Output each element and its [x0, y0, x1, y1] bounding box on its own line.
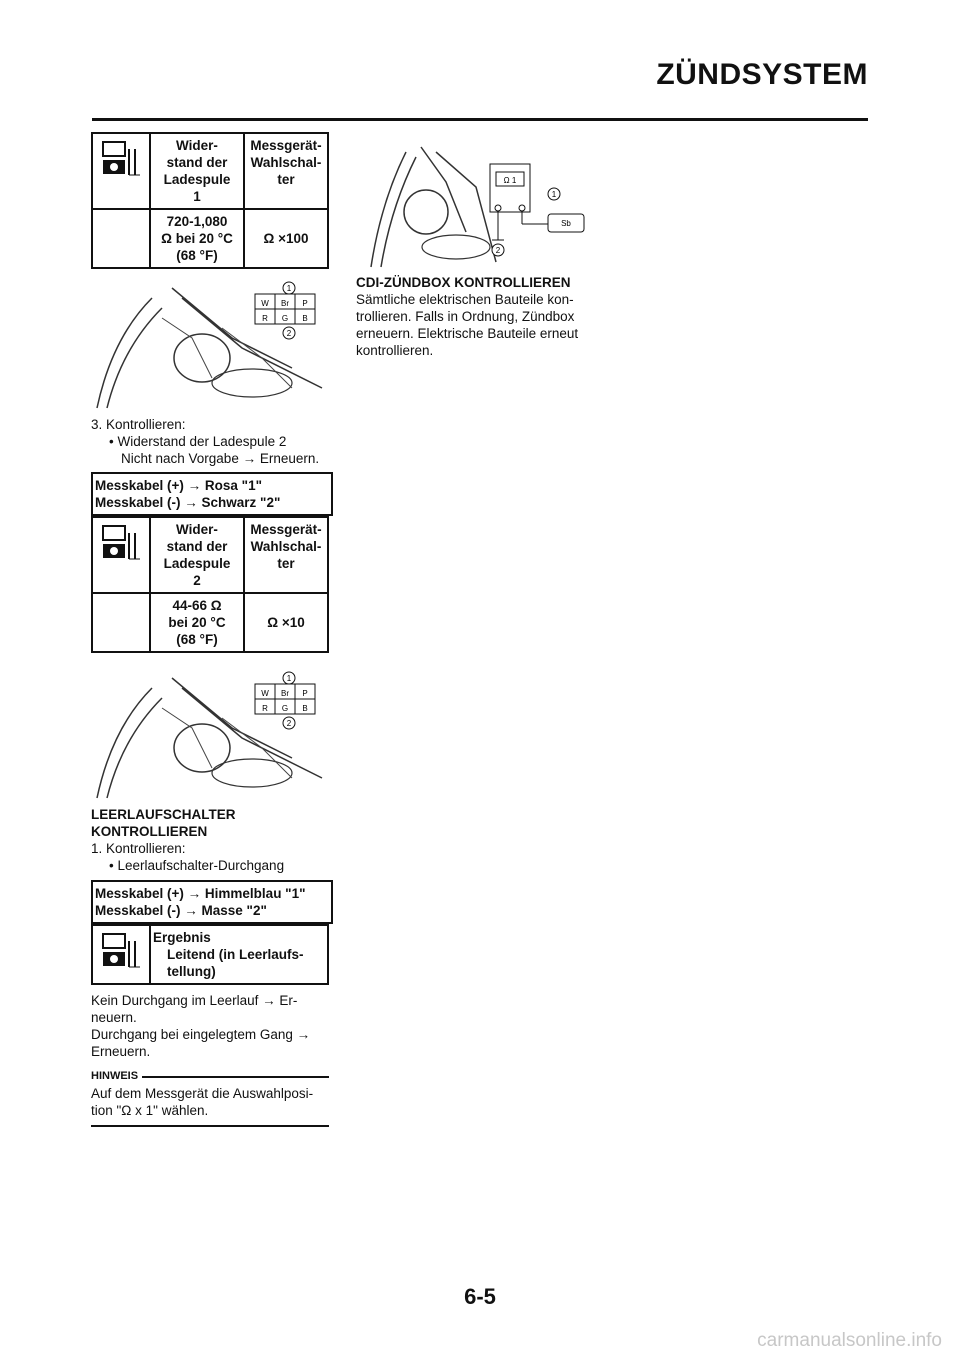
result-box [91, 924, 329, 985]
multimeter-icon-cell [92, 925, 150, 984]
section-heading: LEERLAUFSCHALTER [91, 807, 236, 822]
multimeter-schematic [490, 164, 584, 256]
probe-line-negative: Messkabel (-) → Schwarz "2" [95, 495, 281, 510]
page-title: ZÜNDSYSTEM [656, 58, 868, 91]
step-3-section [91, 416, 331, 467]
section-heading: KONTROLLIEREN [91, 824, 208, 839]
multimeter-icon [102, 141, 140, 179]
title-rule [92, 118, 868, 121]
result-value: tellung) [167, 964, 216, 979]
body-text: Kein Durchgang im Leerlauf → Er- [91, 993, 298, 1008]
connector-pin-label: B [302, 704, 308, 713]
connector-diagram [255, 672, 315, 729]
spec-table-2 [91, 516, 329, 653]
multimeter-icon [102, 525, 140, 563]
selector-value: Ω ×10 [244, 593, 328, 652]
section-heading: CDI-ZÜNDBOX KONTROLLIEREN [356, 275, 571, 290]
connector-pin-label: Br [281, 299, 289, 308]
callout-1: 1 [286, 674, 292, 683]
note-rule [142, 1076, 329, 1078]
step-3-bullet: • Widerstand der Ladespule 2 [109, 434, 287, 449]
note-text: Auf dem Messgerät die Auswahlposi- [91, 1086, 314, 1101]
selector-value: Ω ×100 [244, 209, 328, 268]
note-label: HINWEIS [91, 1070, 139, 1082]
connector-pin-label: R [262, 704, 268, 713]
body-text: erneuern. Elektrische Bauteile erneut [356, 326, 579, 341]
left-column [91, 132, 331, 269]
step-3-title: 3. Kontrollieren: [91, 417, 186, 432]
callout-1: 1 [551, 190, 557, 199]
connector-pin-label: P [302, 689, 308, 698]
multimeter-icon-cell [92, 133, 150, 209]
step-3-result: Nicht nach Vorgabe → Erneuern. [121, 451, 320, 466]
connector-pin-label: W [261, 689, 269, 698]
cdi-section [356, 274, 606, 359]
connector-pin-label: B [302, 314, 308, 323]
probe-line-negative: Messkabel (-) → Masse "2" [95, 903, 267, 918]
multimeter-icon-cell [92, 517, 150, 593]
after-text [91, 992, 331, 1060]
spec-table-2-wrap [91, 516, 331, 653]
note-text: tion "Ω x 1" wählen. [91, 1103, 209, 1118]
connector-pin-label: P [302, 299, 308, 308]
body-text: kontrollieren. [356, 343, 434, 358]
connector-pin-label: W [261, 299, 269, 308]
resistance-value: 44-66 Ω bei 20 °C (68 °F) [150, 593, 244, 652]
body-text: trollieren. Falls in Ordnung, Zündbox [356, 309, 575, 324]
connector-pin-label: R [262, 314, 268, 323]
probe-line-positive: Messkabel (+) → Himmelblau "1" [95, 886, 306, 901]
meter-range-label: Ω 1 [503, 176, 517, 185]
multimeter-icon [102, 933, 140, 971]
column-header-resistance: Wider- stand der Ladespule 2 [150, 517, 244, 593]
step-1-bullet: • Leerlaufschalter-Durchgang [109, 858, 285, 873]
body-text: Erneuern. [91, 1044, 151, 1059]
column-header-resistance: Wider- stand der Ladespule 1 [150, 133, 244, 209]
resistance-value: 720-1,080 Ω bei 20 °C (68 °F) [150, 209, 244, 268]
spec-table-1 [91, 132, 329, 269]
page-number: 6-5 [464, 1284, 496, 1309]
connector-pin-label: G [281, 314, 289, 323]
connector-pin-label: G [281, 704, 289, 713]
body-text: Sämtliche elektrischen Bauteile kon- [356, 292, 574, 307]
callout-2: 2 [286, 329, 292, 338]
charge-coil-1-figure [92, 278, 330, 410]
callout-2: 2 [495, 246, 501, 255]
probe-line-positive: Messkabel (+) → Rosa "1" [95, 478, 262, 493]
empty-cell [92, 209, 150, 268]
column-header-selector: Messgerät- Wahlschal- ter [244, 133, 328, 209]
neutral-switch-section [91, 806, 331, 874]
cdi-unit-label: Sb [561, 219, 571, 228]
result-cell [150, 925, 328, 984]
empty-cell [92, 593, 150, 652]
callout-2: 2 [286, 719, 292, 728]
column-header-selector: Messgerät- Wahlschal- ter [244, 517, 328, 593]
result-label: Ergebnis [153, 930, 211, 945]
charge-coil-2-figure [92, 668, 330, 800]
probe-box-1 [91, 472, 333, 516]
note-block [91, 1068, 329, 1127]
body-text: Durchgang bei eingelegtem Gang → [91, 1027, 311, 1042]
connector-pin-label: Br [281, 689, 289, 698]
connector-diagram [255, 282, 315, 339]
body-text: neuern. [91, 1010, 137, 1025]
watermark[interactable]: carmanualsonline.info [757, 1330, 942, 1351]
result-value: Leitend (in Leerlaufs- [167, 947, 304, 962]
probe-box-2 [91, 880, 333, 924]
cdi-unit-figure [366, 142, 606, 270]
step-1-title: 1. Kontrollieren: [91, 841, 186, 856]
callout-1: 1 [286, 284, 292, 293]
